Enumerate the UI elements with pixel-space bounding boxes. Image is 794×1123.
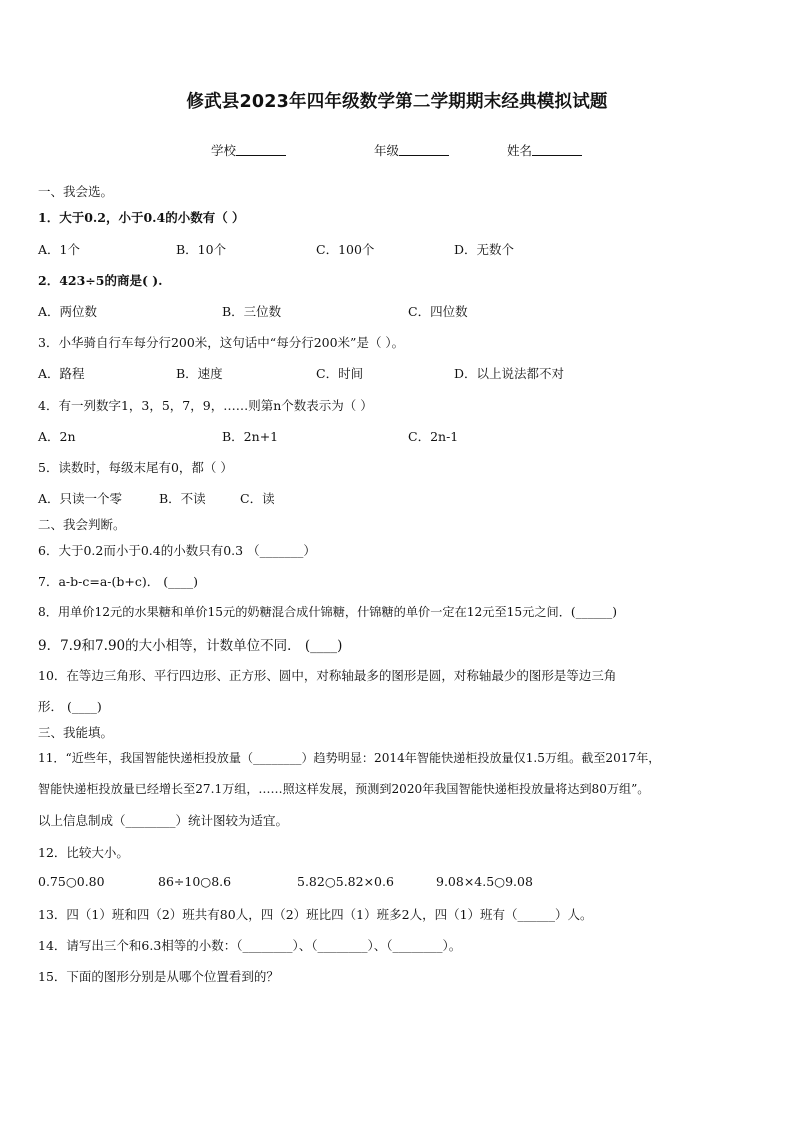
grade-blank[interactable] <box>399 143 449 156</box>
question-14: 14．请写出三个和6.3相等的小数：（________）、（________）、（________）。 <box>38 938 462 953</box>
q3-option-a: A．路程 <box>38 366 85 381</box>
q4-option-b: B．2n+1 <box>222 429 279 444</box>
q12-item-1: 0.75○0.80 <box>38 874 105 889</box>
question-3: 3．小华骑自行车每分行200米，这句话中“每分行200米”是（ ）。 <box>38 335 405 350</box>
question-8: 8．用单价12元的水果糖和单价15元的奶糖混合成什锦糖，什锦糖的单价一定在12元至15元之间．(______) <box>38 605 617 619</box>
name-label: 姓名 <box>507 143 533 158</box>
q12-item-4: 9.08×4.5○9.08 <box>436 874 533 889</box>
question-7: 7．a-b-c=a-(b+c)． (____) <box>38 574 198 589</box>
q12-item-2: 86÷10○8.6 <box>158 874 232 889</box>
section-1-heading: 一、我会选。 <box>38 184 114 199</box>
q4-option-a: A．2n <box>38 429 76 444</box>
q1-option-d: D．无数个 <box>454 242 515 257</box>
q5-option-c: C．读 <box>240 491 275 506</box>
question-11-line-1: 11．“近些年，我国智能快递柜投放量（________）趋势明显：2014年智能快递柜投放量仅1.5万组。截至2017年， <box>38 751 661 765</box>
question-12: 12．比较大小。 <box>38 845 129 860</box>
question-15: 15．下面的图形分别是从哪个位置看到的？ <box>38 969 279 984</box>
page-title: 修武县2023年四年级数学第二学期期末经典模拟试题 <box>186 92 608 112</box>
question-2: 2．423÷5的商是( ). <box>38 273 163 288</box>
question-13: 13．四（1）班和四（2）班共有80人，四（2）班比四（1）班多2人，四（1）班有（______）人。 <box>38 907 593 922</box>
q5-option-a: A．只读一个零 <box>38 491 123 506</box>
q1-option-b: B．10个 <box>176 242 227 257</box>
question-11-line-3: 以上信息制成（________）统计图较为适宜。 <box>38 813 289 828</box>
name-field <box>507 141 582 159</box>
q3-option-b: B．速度 <box>176 366 223 381</box>
grade-field <box>374 141 449 159</box>
school-blank[interactable] <box>236 143 286 156</box>
q1-option-a: A．1个 <box>38 242 80 257</box>
question-1: 1．大于0.2，小于0.4的小数有（ ） <box>38 210 245 225</box>
q1-option-c: C．100个 <box>316 242 375 257</box>
q3-option-c: C．时间 <box>316 366 364 381</box>
q12-item-3: 5.82○5.82×0.6 <box>297 874 394 889</box>
name-blank[interactable] <box>532 143 582 156</box>
question-9: 9．7.9和7.90的大小相等，计数单位不同． (____) <box>38 638 343 654</box>
question-10-line-2: 形． (____) <box>38 699 102 714</box>
q2-option-a: A．两位数 <box>38 304 98 319</box>
q4-option-c: C．2n-1 <box>408 429 459 444</box>
school-field <box>211 141 286 159</box>
question-11-line-2: 智能快递柜投放量已经增长至27.1万组，……照这样发展，预测到2020年我国智能快递柜投放量将达到80万组”。 <box>38 782 650 796</box>
q2-option-b: B．三位数 <box>222 304 282 319</box>
question-10-line-1: 10．在等边三角形、平行四边形、正方形、圆中，对称轴最多的图形是圆，对称轴最少的图形是等边三角 <box>38 668 617 683</box>
grade-label: 年级 <box>374 143 400 158</box>
question-5: 5．读数时，每级末尾有0，都（ ） <box>38 460 233 475</box>
q5-option-b: B．不读 <box>159 491 206 506</box>
question-6: 6．大于0.2而小于0.4的小数只有0.3 （_______） <box>38 543 316 558</box>
question-4: 4．有一列数字1，3，5，7，9，……则第n个数表示为（ ） <box>38 398 373 413</box>
school-label: 学校 <box>211 143 237 158</box>
section-3-heading: 三、我能填。 <box>38 725 114 740</box>
section-2-heading: 二、我会判断。 <box>38 517 126 532</box>
q3-option-d: D．以上说法都不对 <box>454 366 565 381</box>
q2-option-c: C．四位数 <box>408 304 468 319</box>
